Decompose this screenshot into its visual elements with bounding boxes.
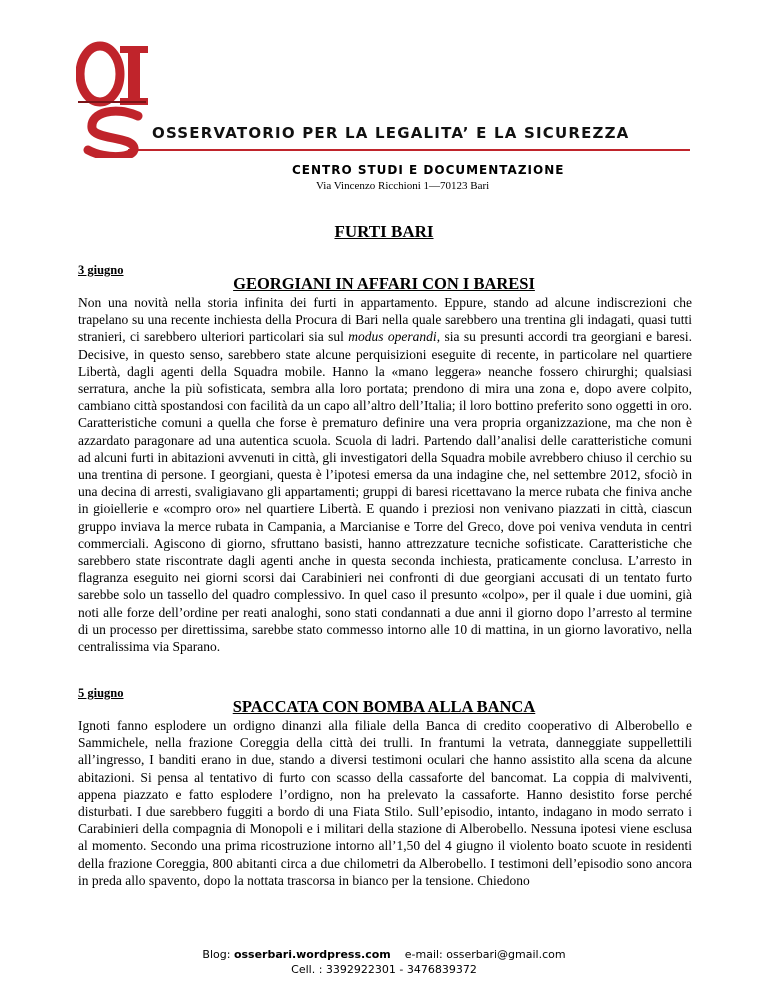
- article-body: Ignoti fanno esplodere un ordigno dinanzi alla filiale della Banca di credito cooperativo di Alberobello e Sammichele, nella frazione Coreggia della città dei trulli. In frantumi la vetrata, danneggiate suppellettili all’ingresso, I banditi erano in due, stando a diversi testimoni oculari che hanno assistito alla scena da alcune abitazioni. Si pensa al tentativo di furto con scasso della cassaforte del bancomat. La coppia di malviventi, appena piazzato e fatto esplodere l’ordigno, non ha prelevato la cassaforte. Hanno desistito forse perché disturbati. I due sarebbero fuggiti a bordo di una Fiata Stilo. Sull’episodio, intanto, indagano in modo serrato i Carabinieri della compagnia di Monopoli e i militari della stazione di Alberobello. Nessuna ipotesi viene esclusa al momento. Secondo una prima ricostruzione intorno all’1,50 del 4 giugno il violento boato scuote in residenti della frazione Coreggia, 800 abitanti circa a due chilometri da Alberobello. I testimoni dell’episodio sono ancora in preda allo spavento, dopo la nottata trascorsa in bianco per la tensione. Chiedono: [78, 718, 692, 888]
- document-title-text: FURTI BARI: [334, 222, 434, 241]
- blog-label: Blog:: [202, 948, 234, 961]
- ols-logo: [76, 40, 148, 158]
- footer-contacts: [0, 948, 768, 961]
- org-name: OSSERVATORIO PER LA LEGALITA’ E LA SICUREZZA: [152, 124, 630, 142]
- org-address: Via Vincenzo Ricchioni 1—70123 Bari: [316, 180, 490, 192]
- article-body: [78, 294, 692, 655]
- email-label: e-mail:: [404, 948, 447, 961]
- blog-link[interactable]: osserbari.wordpress.com: [233, 948, 391, 961]
- org-subtitle: CENTRO STUDI E DOCUMENTAZIONE: [292, 163, 565, 177]
- phone-label: Cell. :: [291, 963, 326, 976]
- footer-phones: [0, 963, 768, 976]
- article-body-part: Non una novità nella storia infinita dei furti in appartamento. Eppure, stando ad alcune indiscrezioni che trapelano su una recente inchiesta della Procura di Bari nella quale sarebbero una trentina gli indagati, quasi tutti stranieri, ci sarebbero ulteriori particolari sia sul: [78, 295, 692, 345]
- article-date: 5 giugno: [78, 686, 124, 700]
- article-headline: GEORGIANI IN AFFARI CON I BARESI: [233, 274, 535, 293]
- article-headline: SPACCATA CON BOMBA ALLA BANCA: [232, 697, 536, 716]
- article-body-part: , sia su presunti accordi tra georgiani e baresi. Decisive, in questo senso, sarebbero state alcune perquisizioni eseguite di recente, in particolare nel quartiere Libertà, dagli agenti della Squadra mobile. Hanno la «mano leggera» neanche fossero chirurghi; qualsiasi serratura, anche la più sofisticata, sembra alla loro portata; prendono di mira una zona e, dopo avere colpito, cambiano città spostandosi con facilità da un capo all’altro dell’Italia; il loro bottino preferito sono oggetti in oro. Caratteristiche comuni a quella che forse è prematuro definire una vera propria organizzazione, ma che non è azzardato paragonare ad una autentica scuola. Scuola di ladri. Partendo dall’analisi delle caratteristiche comuni ad alcuni furti in abitazioni avvenuti in città, gli investigatori della Squadra mobile avrebbero chiuso il cerchio su una trentina di persone. I georgiani, questa è l’ipotesi emersa da una indagine che, nel settembre 2012, sfociò in una decina di arresti, svaligiavano gli appartamenti; gruppi di baresi ricettavano la merce rubata che finiva anche in gioiellerie e «compro oro» nel quartiere Libertà. E quando i preziosi non venivano piazzati in città, ciascun gruppo inviava la merce rubata in Campania, a Marcianise e Torre del Greco, dove poi veniva venduta in centri commerciali. Agiscono di giorno, sfruttano basisti, hanno attrezzature tecniche sofisticate. Caratteristiche che sarebbero state riscontrate dagli agenti anche in questa seconda inchiesta, praticamente conclusa. L’arresto in flagranza eseguito nei giorni scorsi dai Carabinieri nei confronti di due georgiani accusati di un tentato furto sarebbe solo un tassello del quadro complessivo. In quel caso il presunto «colpo», per il quale i due uomini, già noti alle forze dell’ordine per reati analoghi, sono stati condannati a due anni il giorno dopo l’arresto al termine di un processo per direttissima, sarebbe stato commesso intorno alle 10 di mattina, in un giorno lavorativo, nella centralissima via Sparano.: [78, 329, 693, 655]
- phone-numbers: 3392922301 - 3476839372: [325, 963, 477, 976]
- document-title: [0, 222, 768, 242]
- header-divider: [128, 149, 690, 151]
- article-date: 3 giugno: [78, 263, 124, 277]
- article-body-italic: modus operandi: [348, 329, 437, 345]
- email-link[interactable]: osserbari@gmail.com: [446, 948, 566, 961]
